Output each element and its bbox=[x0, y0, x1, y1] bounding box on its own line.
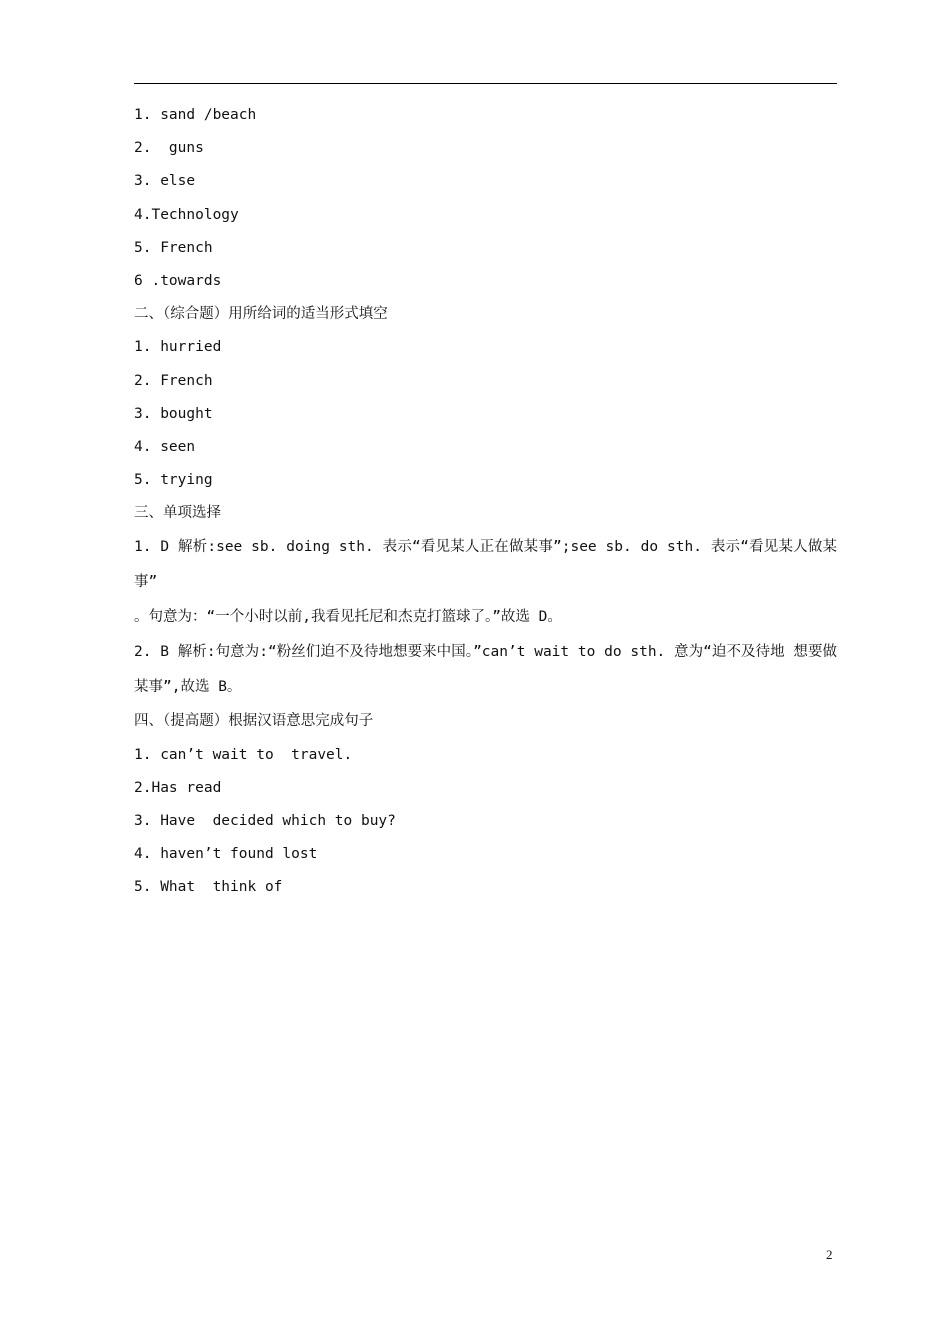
section-heading: 二、（综合题）用所给词的适当形式填空 bbox=[134, 306, 388, 323]
answer-item: 4. seen bbox=[134, 438, 196, 455]
answer-item: 4. haven’t found lost bbox=[134, 846, 318, 863]
answer-explanation: 1. D 解析:see sb. doing sth. 表示“看见某人正在做某事”;see sb. do sth. 表示“看见某人做某事” bbox=[134, 539, 837, 591]
answer-item: 1. hurried bbox=[134, 339, 222, 356]
answer-item: 3. else bbox=[134, 173, 196, 190]
answer-item: 5. trying bbox=[134, 472, 213, 489]
answer-item: 3. Have decided which to buy? bbox=[134, 813, 396, 829]
answer-explanation: 2. B 解析:句意为:“粉丝们迫不及待地想要来中国。”can’t wait to do sth. 意为“迫不及待地 想要做某事”,故选 B。 bbox=[134, 644, 837, 696]
section-heading: 三、单项选择 bbox=[134, 505, 221, 522]
header-rule bbox=[134, 83, 837, 84]
page-number: 2 bbox=[826, 1247, 833, 1262]
answer-item: 3. bought bbox=[134, 405, 213, 422]
section-heading: 四、（提高题）根据汉语意思完成句子 bbox=[134, 713, 374, 730]
answer-item: 5. What think of bbox=[134, 879, 283, 896]
answer-item: 5. French bbox=[134, 239, 213, 256]
answer-content bbox=[134, 99, 837, 905]
answer-item: 4.Technology bbox=[134, 206, 239, 223]
answer-item: 2. guns bbox=[134, 140, 204, 157]
answer-item: 2. French bbox=[134, 372, 213, 389]
answer-item: 2.Has read bbox=[134, 779, 222, 796]
answer-item: 1. sand /beach bbox=[134, 107, 257, 123]
answer-item: 1. can’t wait to travel. bbox=[134, 746, 353, 763]
answer-explanation-continued: 。句意为：“一个小时以前,我看见托尼和杰克打篮球了。”故选 D。 bbox=[134, 609, 562, 626]
answer-item: 6 .towards bbox=[134, 272, 222, 289]
